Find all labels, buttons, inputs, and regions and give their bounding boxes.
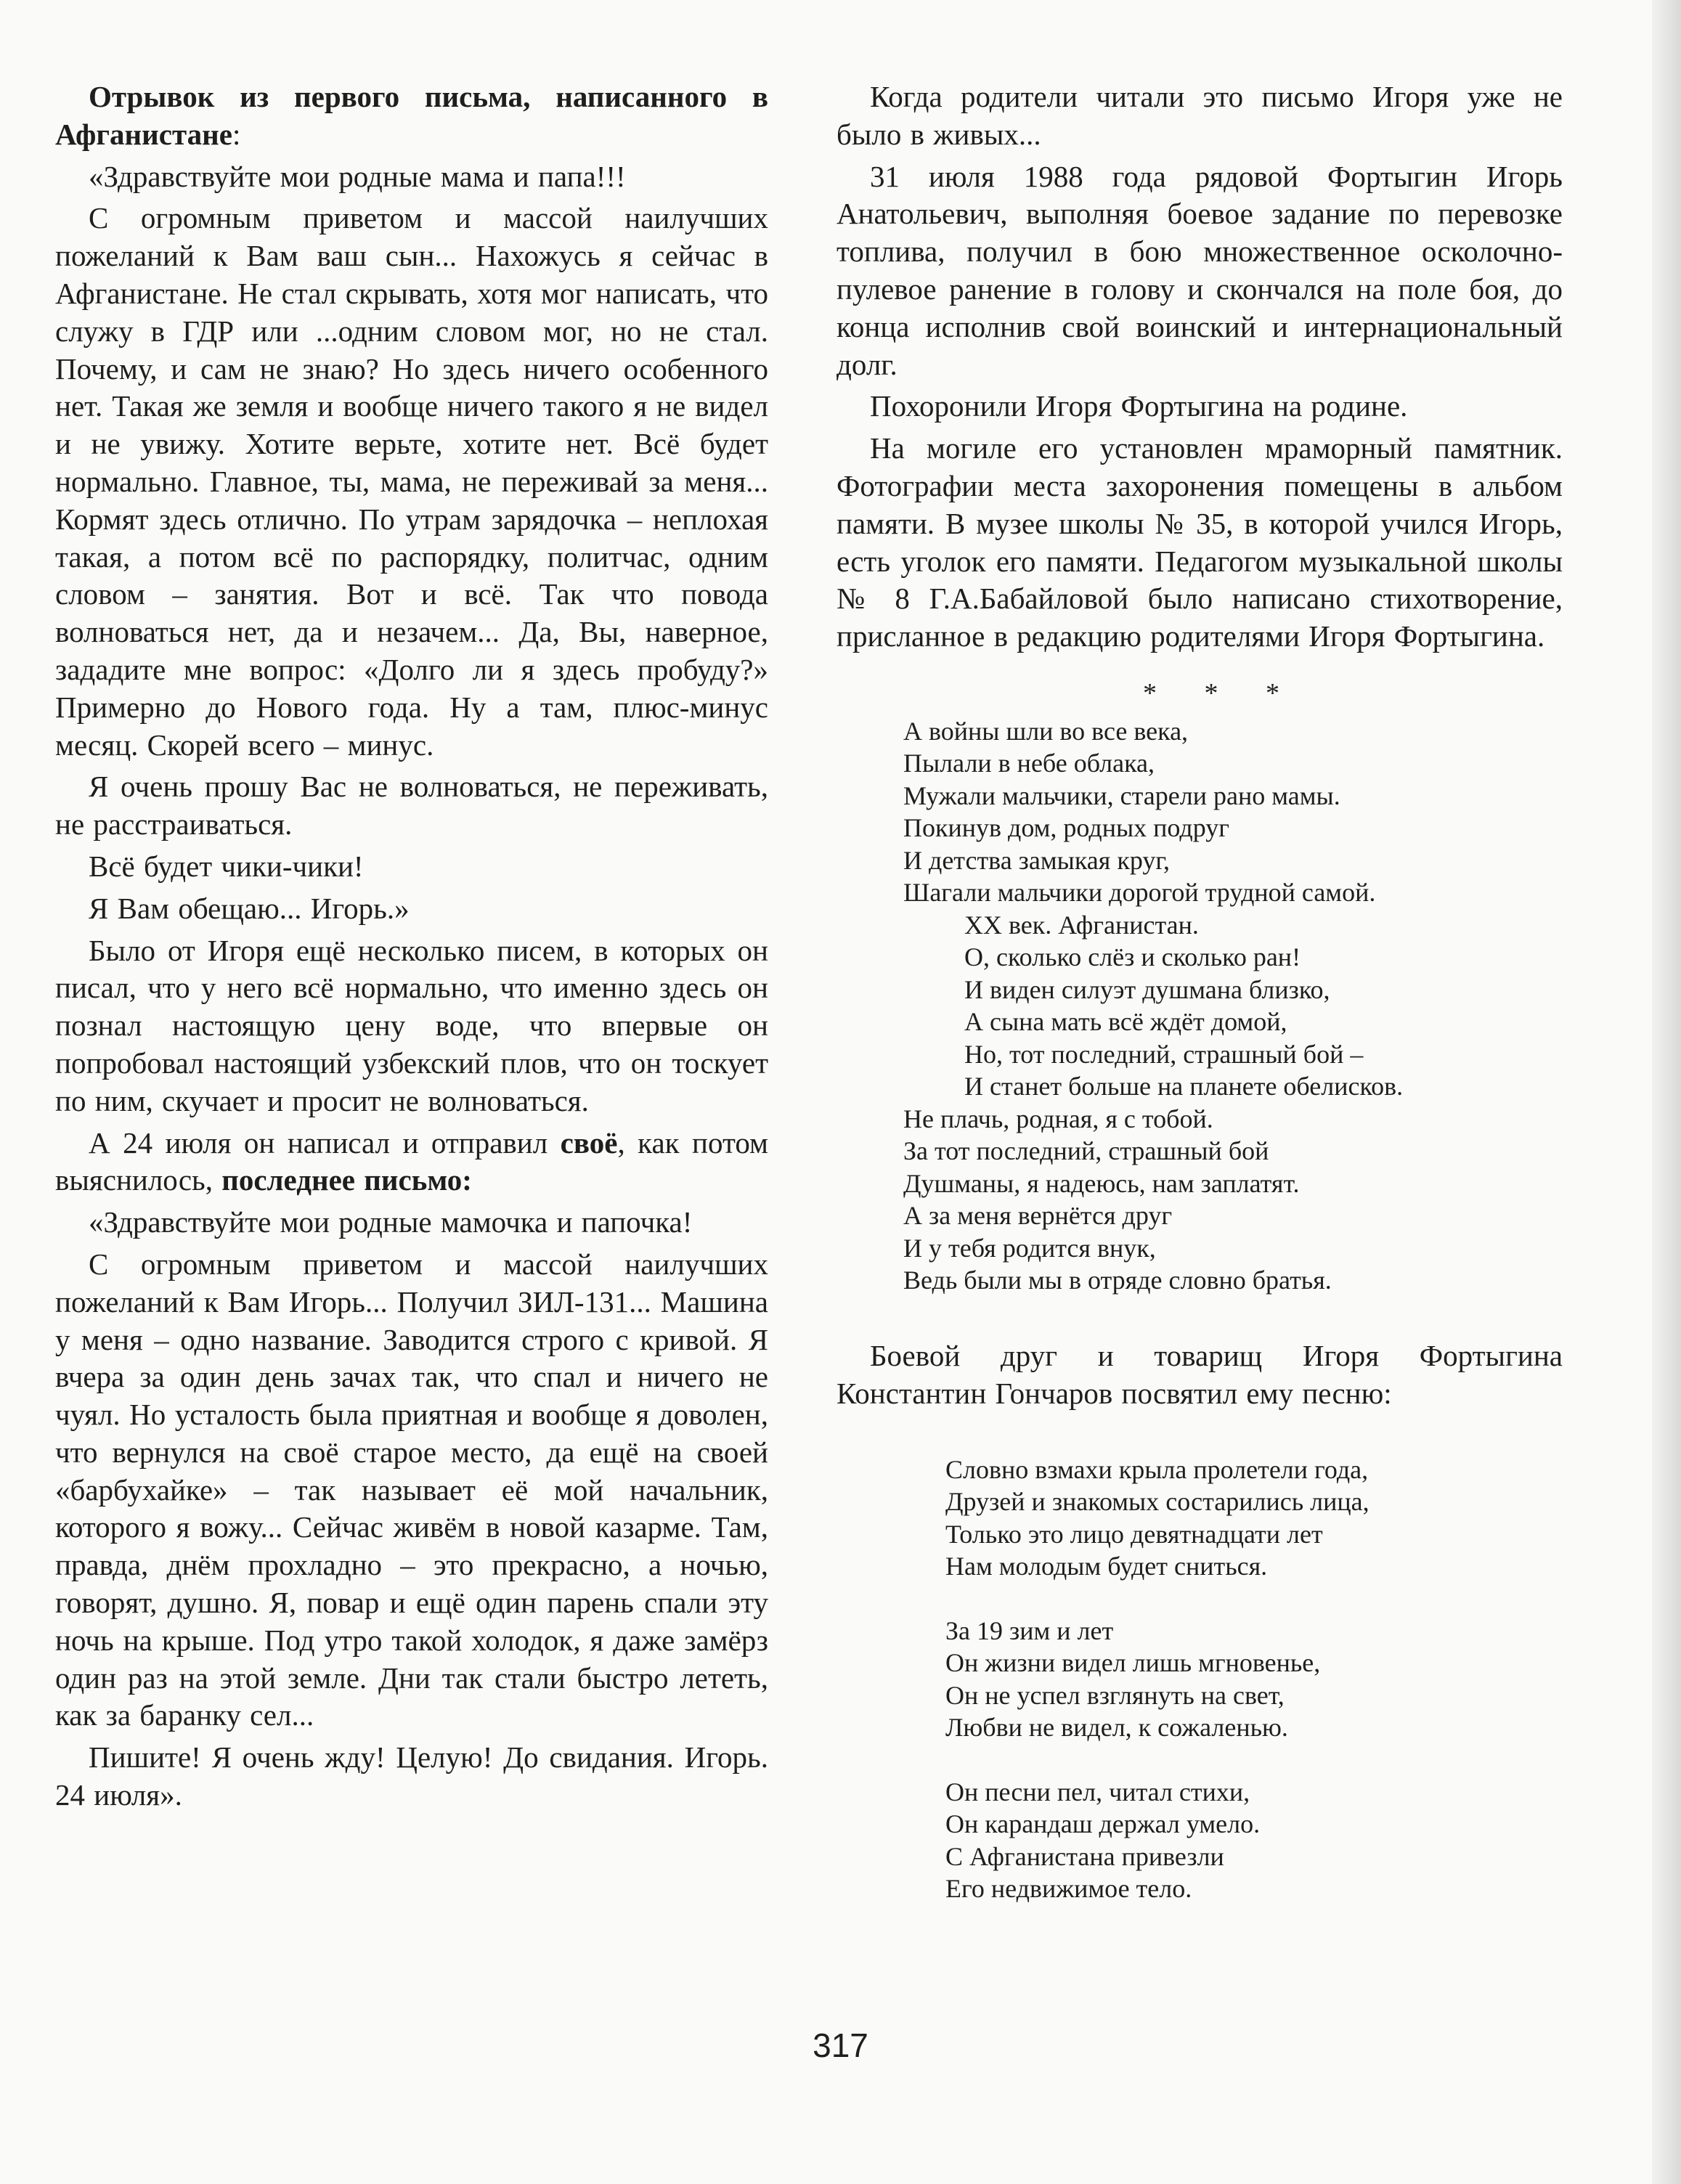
poem-line: За тот последний, страшный бой	[903, 1136, 1269, 1166]
poem-line: Покинув дом, родных подруг	[903, 813, 1229, 843]
song-line: Любви не видел, к сожаленью.	[945, 1713, 1288, 1743]
song-line: Он песни пел, читал стихи,	[945, 1777, 1250, 1806]
song-line: Он карандаш держал умело.	[945, 1809, 1261, 1839]
poem-line: Ведь были мы в отряде словно братья.	[903, 1266, 1332, 1295]
poem-line: А за меня вернётся друг	[903, 1201, 1173, 1231]
letter-body-paragraph: С огромным приветом и массой наилучших пожеланий к Вам Игорь... Получил ЗИЛ-131... Машина у меня – одно название. Заводится строго с кривой. Я вчера за один день зачах так, что спал и ничего не чуял. Но усталость была приятная и вообще я доволен, что вернулся на своё старое место, да ещё на своей «барбухайке» – так называет её мой начальник, которого я вожу... Сейчас живём в новой казарме. Там, правда, днём прохладно – это прекрасно, а ночью, говорят, душно. Я, повар и ещё один парень спали эту ночь на крыше. Под утро такой холодок, я даже замёрз один раз на этой земле. Дни так стали быстро лететь, как за баранку сел...	[55, 1247, 768, 1732]
song-line: Только это лицо девятнадцати лет	[945, 1519, 1323, 1549]
letter-greeting: «Здравствуйте мои родные мамочка и папочка!	[89, 1205, 693, 1239]
letter-body-paragraph: Я очень прошу Вас не волноваться, не переживать, не расстраиваться.	[55, 770, 768, 842]
page-edge-shadow	[1652, 0, 1681, 2184]
letter-greeting: «Здравствуйте мои родные мама и папа!!!	[89, 159, 626, 193]
song-intro: Боевой друг и товарищ Игоря Фортыгина Константин Гончаров посвятил ему песню:	[837, 1338, 1563, 1410]
song-line: За 19 зим и лет	[945, 1615, 1114, 1645]
poem-line: И у тебя родится внук,	[903, 1233, 1156, 1263]
song-line: Нам молодым будет сниться.	[945, 1552, 1268, 1581]
poem-line: Мужали мальчики, старели рано мамы.	[903, 781, 1340, 810]
page-number: 317	[813, 2026, 868, 2064]
poem-line: И виден силуэт душмана близко,	[964, 974, 1330, 1004]
narrative-paragraph: Было от Игоря ещё несколько писем, в которых он писал, что у него всё нормально, что именно здесь он познал настоящую цену воде, что впервые он попробовал настоящий узбекский плов, что он тоскует по ним, скучает и просит не волноваться.	[55, 933, 768, 1117]
right-column	[837, 78, 1563, 1937]
first-letter-heading: Отрывок из первого письма, написанного в Афганистане:	[55, 80, 768, 151]
narrative-paragraph: На могиле его установлен мраморный памятник. Фотографии места захоронения помещены в альбом памяти. В музее школы № 35, в которой учился Игорь, есть уголок его памяти. Педагогом музыкальной школы № 8 Г.А.Бабайловой было написано стихотворение, присланное в редакцию родителями Игоря Фортыгина.	[837, 431, 1563, 653]
poem-line: И станет больше на планете обелисков.	[964, 1072, 1404, 1101]
last-letter-intro: А 24 июля он написал и отправил своё, как потом выяснилось, последнее письмо:	[55, 1125, 768, 1197]
letter-body-paragraph: Всё будет чики-чики!	[89, 849, 364, 883]
song-stanza	[945, 1454, 1563, 1583]
song-line: Друзей и знакомых состарились лица,	[945, 1487, 1369, 1517]
song	[945, 1454, 1563, 1905]
poem-line: Но, тот последний, страшный бой –	[964, 1039, 1364, 1069]
song-stanza	[945, 1615, 1563, 1744]
poem	[903, 715, 1563, 1297]
left-column	[55, 78, 768, 1819]
song-line: С Афганистана привезли	[945, 1841, 1224, 1871]
poem-line: Шагали мальчики дорогой трудной самой.	[903, 878, 1376, 908]
poem-line: А сына мать всё ждёт домой,	[964, 1007, 1287, 1037]
letter-signature: Я Вам обещаю... Игорь.»	[89, 891, 410, 925]
narrative-paragraph: 31 июля 1988 года рядовой Фортыгин Игорь Анатольевич, выполняя боевое задание по перевозке топлива, получил в бою множественное осколочно-пулевое ранение в голову и скончался на поле боя, до конца исполнив свой воинский и интернациональный долг.	[837, 159, 1563, 381]
song-line: Он не успел взглянуть на свет,	[945, 1680, 1285, 1710]
poem-separator: * * *	[1143, 677, 1300, 709]
song-stanza	[945, 1776, 1563, 1905]
narrative-paragraph: Похоронили Игоря Фортыгина на родине.	[870, 389, 1408, 423]
poem-line: И детства замыкая круг,	[903, 845, 1171, 875]
poem-line: Не плачь, родная, я с тобой.	[903, 1104, 1213, 1133]
poem-line: Пылали в небе облака,	[903, 749, 1155, 778]
song-line: Словно взмахи крыла пролетели года,	[945, 1454, 1369, 1484]
song-line: Он жизни видел лишь мгновенье,	[945, 1648, 1321, 1678]
poem-line: О, сколько слёз и сколько ран!	[964, 942, 1301, 972]
letter-closing: Пишите! Я очень жду! Целую! До свидания. Игорь. 24 июля».	[55, 1740, 768, 1812]
poem-line: А войны шли во все века,	[903, 716, 1189, 746]
narrative-paragraph: Когда родители читали это письмо Игоря уже не было в живых...	[837, 80, 1563, 151]
song-line: Его недвижимое тело.	[945, 1874, 1192, 1904]
poem-line: XX век. Афганистан.	[964, 910, 1199, 940]
poem-line: Душманы, я надеюсь, нам заплатят.	[903, 1168, 1300, 1198]
letter-body-paragraph: С огромным приветом и массой наилучших пожеланий к Вам ваш сын... Нахожусь я сейчас в Афганистане. Не стал скрывать, хотя мог написать, что служу в ГДР или ...одним словом мог, но не стал. Почему, и сам не знаю? Но здесь ничего особенного нет. Такая же земля и вообще ничего такого я не видел и не увижу. Хотите верьте, хотите нет. Всё будет нормально. Главное, ты, мама, не переживай за меня... Кормят здесь отлично. По утрам зарядочка – неплохая такая, а потом всё по распорядку, политчас, одним словом – занятия. Вот и всё. Так что повода волноваться нет, да и незачем... Да, Вы, наверное, зададите мне вопрос: «Долго ли я здесь пробуду?» Примерно до Нового года. Ну а там, плюс-минус месяц. Скорей всего – минус.	[55, 201, 768, 762]
